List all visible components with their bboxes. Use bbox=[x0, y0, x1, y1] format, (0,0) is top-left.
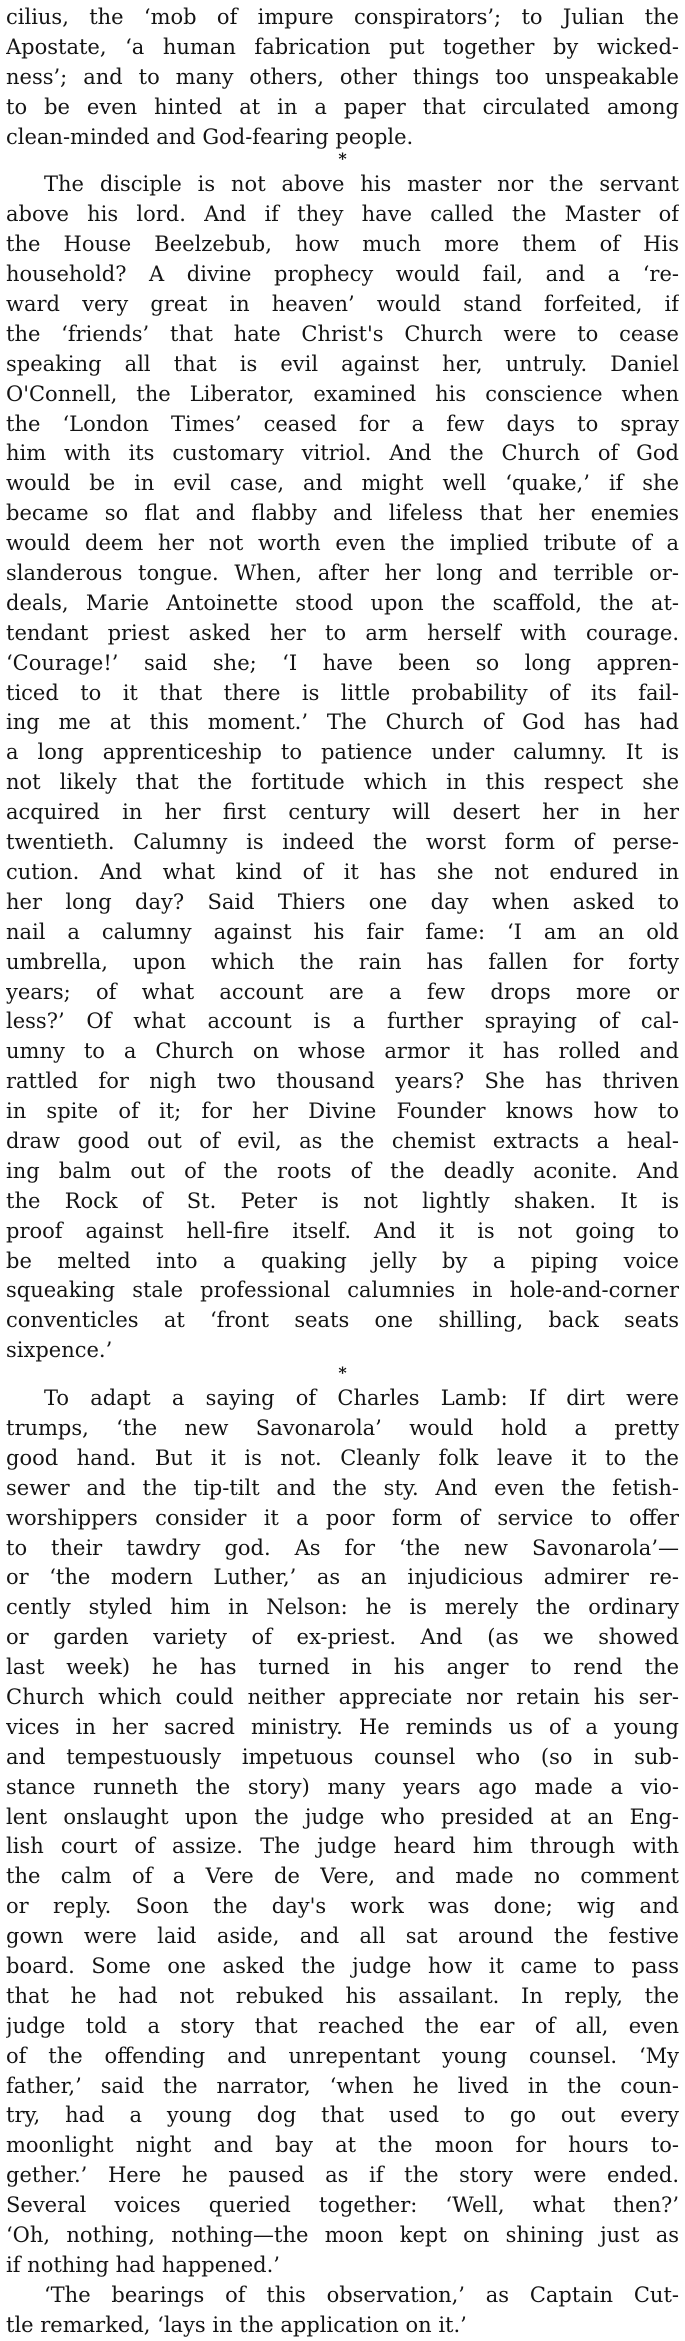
text-line: stance runneth the story) many years ago made a vio- bbox=[6, 1774, 679, 1799]
text-line: became so flat and flabby and lifeless that her enemies bbox=[6, 501, 679, 526]
text-line: in spite of it; for her Divine Founder knows how to bbox=[6, 1099, 679, 1124]
text-line: him with its customary vitriol. And the Church of God bbox=[6, 441, 679, 466]
text-line: Several voices queried together: ‘Well, what then?’ bbox=[6, 2193, 679, 2218]
text-line: sewer and the tip-tilt and the sty. And even the fetish- bbox=[6, 1475, 679, 1500]
text-line: years; of what account are a few drops more or bbox=[6, 979, 679, 1004]
text-line: nail a calumny against his fair fame: ‘I am an old bbox=[6, 919, 679, 944]
text-line: and tempestuously impetuous counsel who (so in sub- bbox=[6, 1744, 679, 1769]
text-line: to be even hinted at in a paper that circulated among bbox=[6, 94, 679, 119]
text-line: worshippers consider it a poor form of service to offer bbox=[6, 1505, 679, 1530]
text-line: twentieth. Calumny is indeed the worst form of perse- bbox=[6, 830, 679, 855]
text-line: the ‘London Times’ ceased for a few days to spray bbox=[6, 411, 679, 436]
text-line: last week) he has turned in his anger to rend the bbox=[6, 1655, 679, 1680]
text-line: ness’; and to many others, other things too unspeakable bbox=[6, 64, 679, 89]
text-line: above his lord. And if they have called the Master of bbox=[6, 202, 679, 227]
text-line: would deem her not worth even the implied tribute of a bbox=[6, 531, 679, 556]
text-line: of the offending and unrepentant young counsel. ‘My bbox=[6, 2043, 679, 2068]
text-line: lish court of assize. The judge heard him through with bbox=[6, 1834, 679, 1859]
text-line: or ‘the modern Luther,’ as an injudicious admirer re- bbox=[6, 1565, 679, 1590]
text-line: speaking all that is evil against her, untruly. Daniel bbox=[6, 351, 679, 376]
text-line: ing balm out of the roots of the deadly aconite. And bbox=[6, 1158, 679, 1183]
text-line: cilius, the ‘mob of impure conspirators’; to Julian the bbox=[6, 5, 679, 29]
text-line: Apostate, ‘a human fabrication put together by wicked- bbox=[6, 34, 679, 59]
text-line: or reply. Soon the day's work was done; wig and bbox=[6, 1894, 679, 1919]
text-line: the House Beelzebub, how much more them of His bbox=[6, 232, 679, 257]
text-line: ing me at this moment.’ The Church of God has had bbox=[6, 710, 679, 735]
text-line: To adapt a saying of Charles Lamb: If dirt were bbox=[44, 1386, 679, 1411]
text-line: vices in her sacred ministry. He reminds us of a young bbox=[6, 1714, 679, 1739]
text-line: a long apprenticeship to patience under calumny. It is bbox=[6, 740, 679, 765]
text-line: acquired in her first century will desert her in her bbox=[6, 800, 679, 825]
text-line: The disciple is not above his master nor the servant bbox=[44, 172, 679, 197]
text-line: conventicles at ‘front seats one shilling, back seats bbox=[6, 1308, 679, 1333]
paragraph-2 bbox=[6, 170, 679, 1366]
text-line: household? A divine prophecy would fail, and a ‘re- bbox=[6, 262, 679, 287]
text-line: gown were laid aside, and all sat around the festive bbox=[6, 1924, 679, 1949]
text-line: the ‘friends’ that hate Christ's Church were to cease bbox=[6, 321, 679, 346]
text-line: lent onslaught upon the judge who presided at an Eng- bbox=[6, 1804, 679, 1829]
text-line: gether.’ Here he paused as if the story were ended. bbox=[6, 2163, 679, 2188]
text-line: deals, Marie Antoinette stood upon the scaffold, the at- bbox=[6, 590, 679, 615]
text-line: board. Some one asked the judge how it came to pass bbox=[6, 1954, 679, 1978]
text-line: if nothing had happened.’ bbox=[6, 2252, 280, 2277]
text-line: the Rock of St. Peter is not lightly shaken. It is bbox=[6, 1188, 679, 1213]
text-line: umny to a Church on whose armor it has rolled and bbox=[6, 1039, 679, 1064]
text-line: good hand. But it is not. Cleanly folk leave it to the bbox=[6, 1445, 679, 1470]
text-line: tendant priest asked her to arm herself with courage. bbox=[6, 620, 679, 645]
paragraph-4 bbox=[6, 2281, 679, 2341]
text-line: ‘Courage!’ said she; ‘I have been so long appren- bbox=[6, 650, 679, 675]
text-line: less?’ Of what account is a further spraying of cal- bbox=[6, 1009, 679, 1034]
text-line: sixpence.’ bbox=[6, 1338, 113, 1363]
text-line: cution. And what kind of it has she not endured in bbox=[6, 859, 679, 884]
text-line: the calm of a Vere de Vere, and made no comment bbox=[6, 1864, 679, 1889]
text-line: be melted into a quaking jelly by a piping voice bbox=[6, 1248, 679, 1273]
text-line: her long day? Said Thiers one day when asked to bbox=[6, 889, 679, 914]
text-line: ‘The bearings of this observation,’ as Captain Cut- bbox=[44, 2282, 679, 2307]
paragraph-3 bbox=[6, 1384, 679, 2281]
text-line: or garden variety of ex-priest. And (as we showed bbox=[6, 1625, 679, 1650]
text-line: Church which could neither appreciate nor retain his ser- bbox=[6, 1684, 679, 1709]
text-line: tle remarked, ‘lays in the application on it.’ bbox=[6, 2312, 467, 2337]
paragraph-1 bbox=[6, 3, 679, 152]
text-line: ticed to it that there is little probability of its fail- bbox=[6, 680, 679, 705]
text-line: trumps, ‘the new Savonarola’ would hold a pretty bbox=[6, 1415, 679, 1440]
text-line: try, had a young dog that used to go out every bbox=[6, 2103, 679, 2128]
text-line: that he had not rebuked his assailant. In reply, the bbox=[6, 1983, 679, 2008]
text-line: slanderous tongue. When, after her long and terrible or- bbox=[6, 561, 679, 586]
section-separator: * bbox=[338, 1363, 347, 1383]
text-line: not likely that the fortitude which in this respect she bbox=[6, 770, 679, 795]
text-line: rattled for nigh two thousand years? She has thriven bbox=[6, 1069, 679, 1094]
text-line: cently styled him in Nelson: he is merely the ordinary bbox=[6, 1595, 679, 1620]
text-line: draw good out of evil, as the chemist extracts a heal- bbox=[6, 1128, 679, 1153]
text-line: proof against hell-fire itself. And it is not going to bbox=[6, 1218, 679, 1243]
text-line: father,’ said the narrator, ‘when he lived in the coun- bbox=[6, 2073, 679, 2098]
text-line: O'Connell, the Liberator, examined his conscience when bbox=[6, 381, 679, 406]
text-line: umbrella, upon which the rain has fallen for forty bbox=[6, 949, 679, 974]
text-line: clean-minded and God-fearing people. bbox=[6, 124, 414, 149]
text-line: judge told a story that reached the ear of all, even bbox=[6, 2013, 679, 2038]
text-line: ‘Oh, nothing, nothing—the moon kept on shining just as bbox=[6, 2223, 679, 2248]
text-line: ward very great in heaven’ would stand forfeited, if bbox=[6, 292, 679, 317]
section-separator: * bbox=[338, 149, 347, 169]
text-line: moonlight night and bay at the moon for hours to- bbox=[6, 2133, 679, 2158]
text-line: to their tawdry god. As for ‘the new Savonarola’— bbox=[6, 1535, 679, 1560]
text-line: squeaking stale professional calumnies in hole-and-corner bbox=[6, 1278, 679, 1303]
text-line: would be in evil case, and might well ‘quake,’ if she bbox=[6, 471, 679, 496]
